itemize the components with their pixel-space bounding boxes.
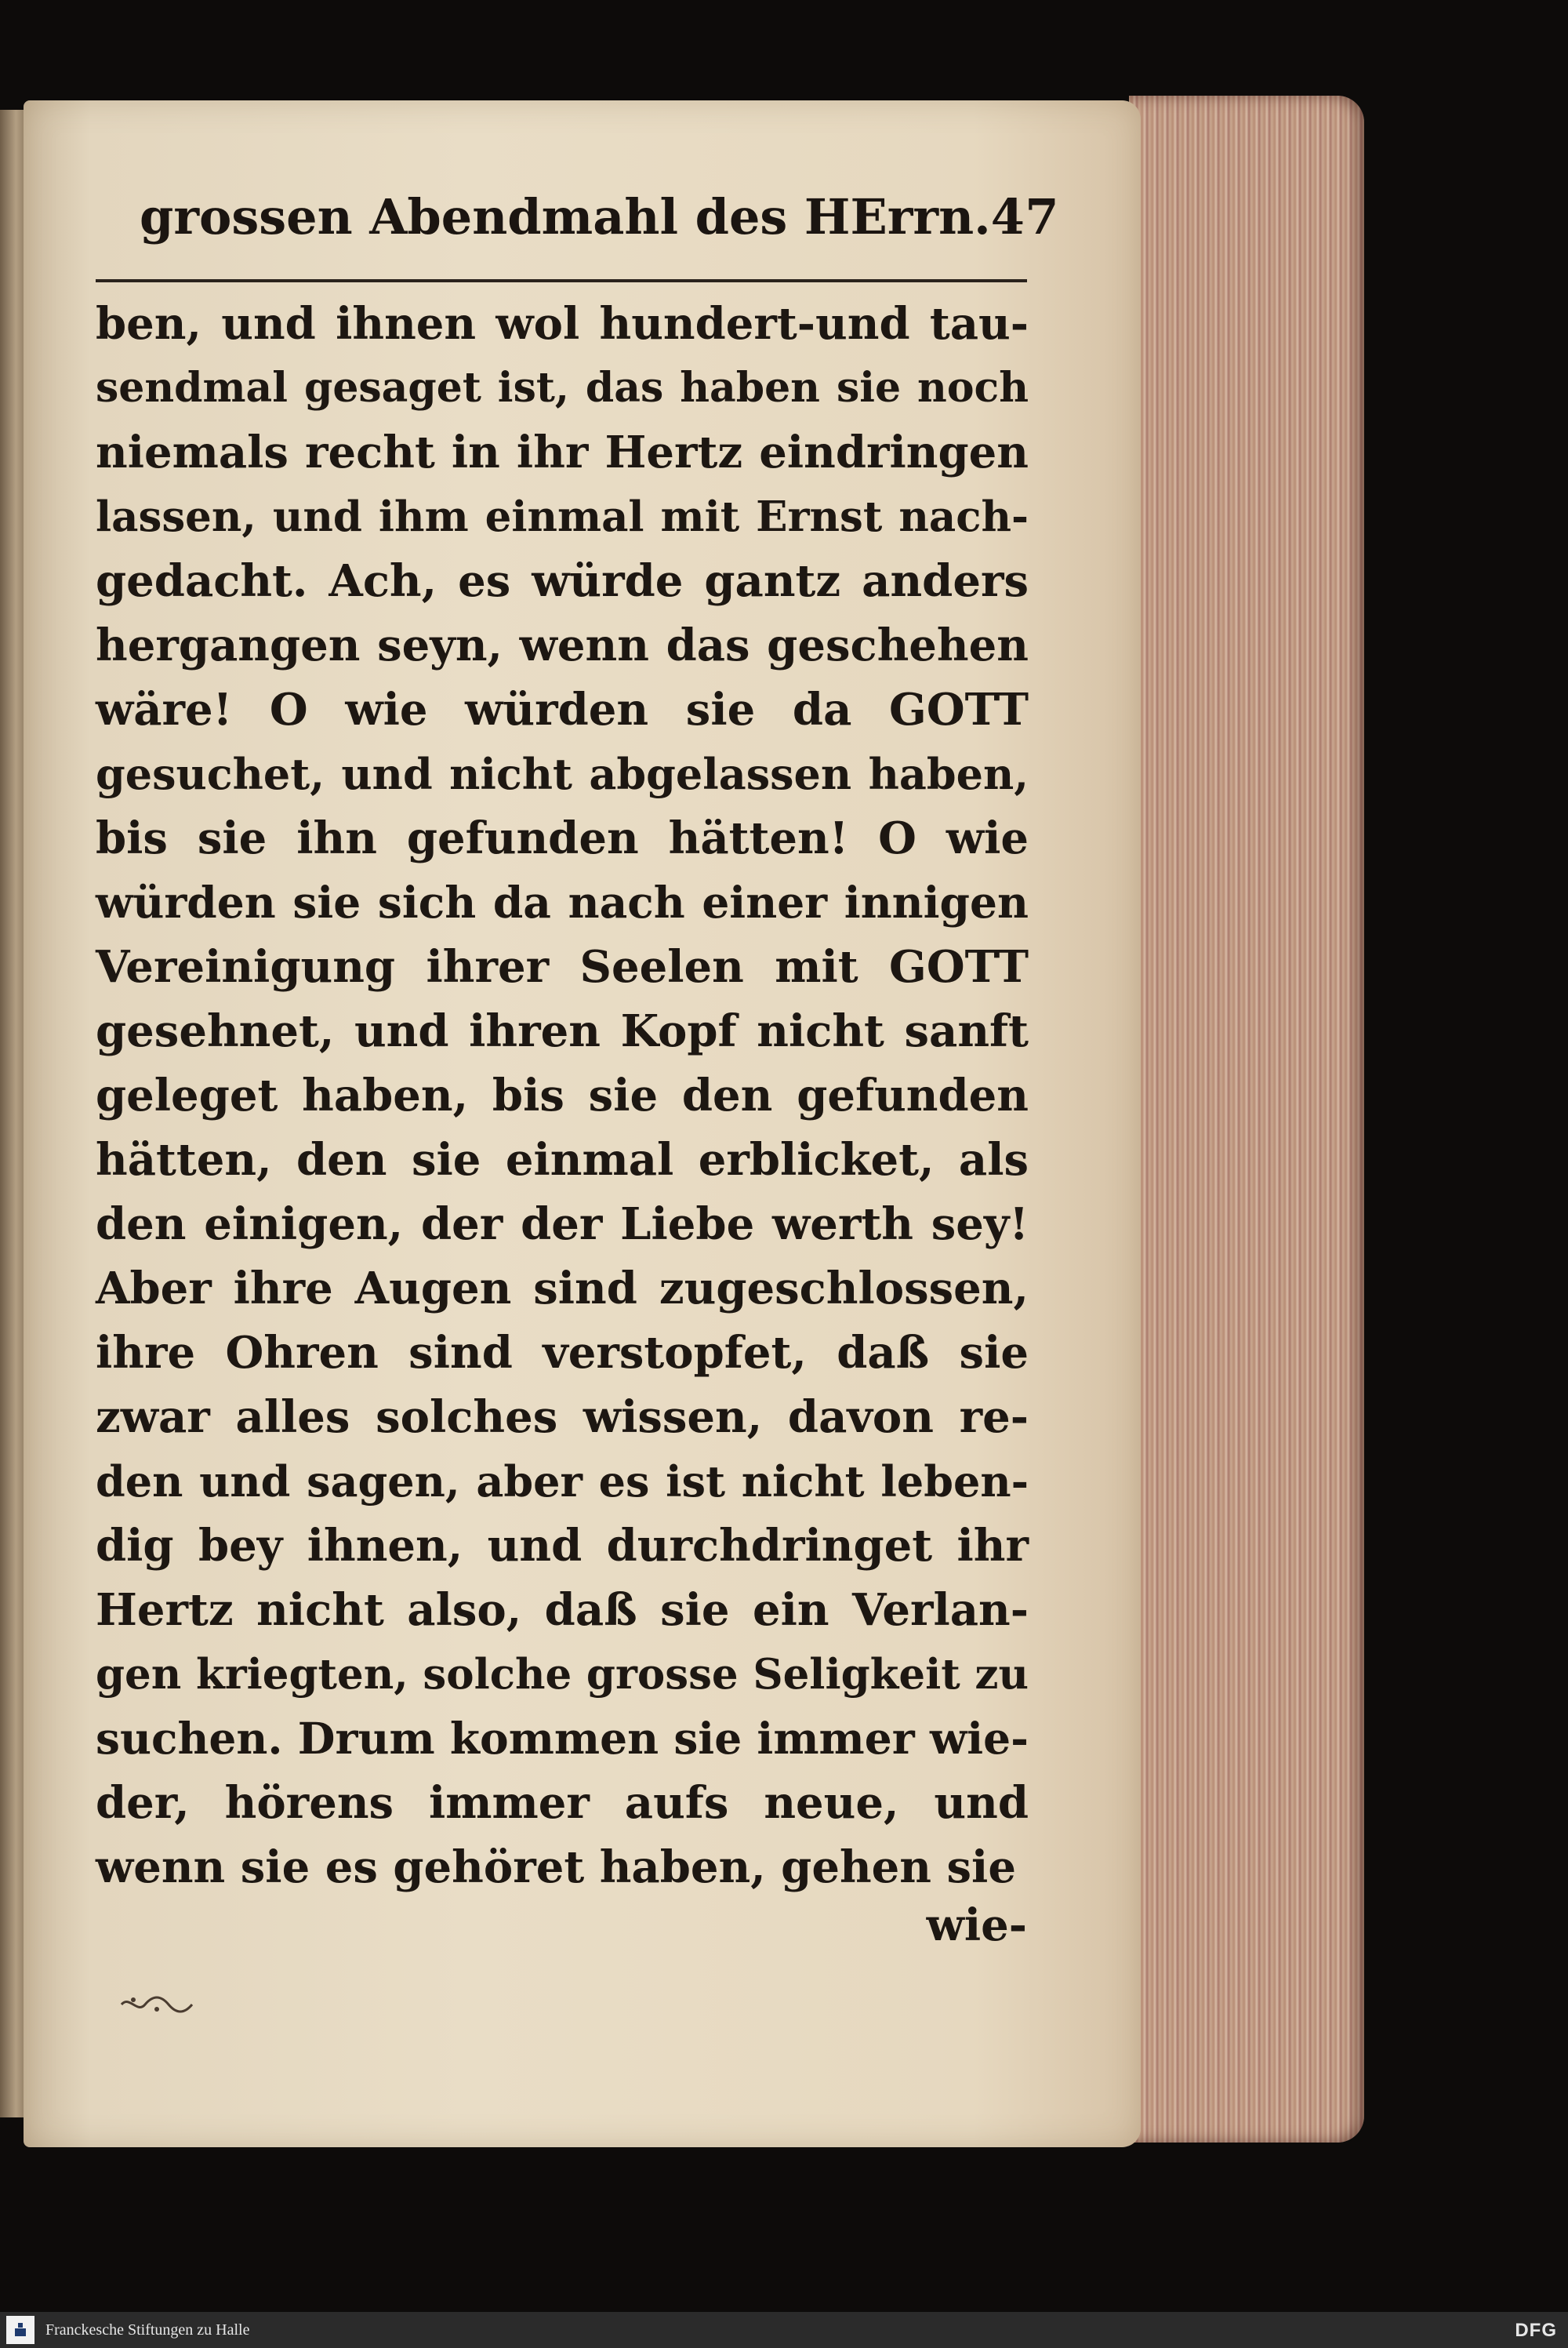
text-line: wenn sie es gehöret haben, gehen sie xyxy=(96,1841,1016,1893)
page-fore-edge xyxy=(1129,96,1364,2143)
text-line: suchen. Drum kommen sie immer wie- xyxy=(96,1713,1029,1764)
footer-bar xyxy=(0,2312,1568,2348)
catchword: wie- xyxy=(926,1899,1027,1951)
page-number: 47 xyxy=(990,188,1060,245)
text-line: zwar alles solches wissen, davon re- xyxy=(96,1391,1029,1443)
text-line: wäre! O wie würden sie da GOTT xyxy=(96,684,1029,736)
text-line: gesehnet, und ihren Kopf nicht sanft xyxy=(96,1005,1029,1057)
printer-ornament xyxy=(118,1989,196,2020)
text-line: niemals recht in ihr Hertz eindringen xyxy=(96,427,1029,478)
running-head xyxy=(140,188,1060,259)
text-line: Aber ihre Augen sind zugeschlossen, xyxy=(96,1263,1029,1314)
text-line: ben, und ihnen wol hundert-und tau- xyxy=(96,298,1029,350)
text-line: gedacht. Ach, es würde gantz anders xyxy=(96,555,1029,607)
text-line: den einigen, der der Liebe werth sey! xyxy=(96,1198,1029,1250)
text-line: hergangen seyn, wenn das geschehen xyxy=(96,620,1029,671)
text-line: Hertz nicht also, daß sie ein Verlan- xyxy=(96,1584,1029,1636)
institution-logo-icon xyxy=(6,2316,34,2344)
header-rule xyxy=(96,279,1027,282)
text-line: lassen, und ihm einmal mit Ernst nach- xyxy=(96,492,1029,541)
text-line: dig bey ihnen, und durchdringet ihr xyxy=(96,1520,1029,1572)
facing-page-edge xyxy=(0,110,27,2117)
text-line: hätten, den sie einmal erblicket, als xyxy=(96,1134,1029,1186)
text-line: sendmal gesaget ist, das haben sie noch xyxy=(96,364,1029,412)
text-line: den und sagen, aber es ist nicht leben- xyxy=(96,1456,1029,1507)
body-text xyxy=(96,292,1029,1899)
text-line: der, hörens immer aufs neue, und xyxy=(96,1777,1029,1829)
text-line: ihre Ohren sind verstopfet, daß sie xyxy=(96,1327,1029,1379)
text-line: gen kriegten, solche grosse Seligkeit zu xyxy=(96,1650,1029,1699)
text-line: geleget haben, bis sie den gefunden xyxy=(96,1070,1029,1121)
dfg-logo: DFG xyxy=(1515,2320,1557,2341)
running-head-title: grossen Abendmahl des HErrn. xyxy=(140,188,991,245)
text-line: gesuchet, und nicht abgelassen haben, xyxy=(96,749,1029,799)
institution-name: Franckesche Stiftungen zu Halle xyxy=(45,2321,250,2339)
text-line: würden sie sich da nach einer innigen xyxy=(96,877,1029,928)
text-line: bis sie ihn gefunden hätten! O wie xyxy=(96,812,1029,864)
text-line: Vereinigung ihrer Seelen mit GOTT xyxy=(96,941,1029,993)
